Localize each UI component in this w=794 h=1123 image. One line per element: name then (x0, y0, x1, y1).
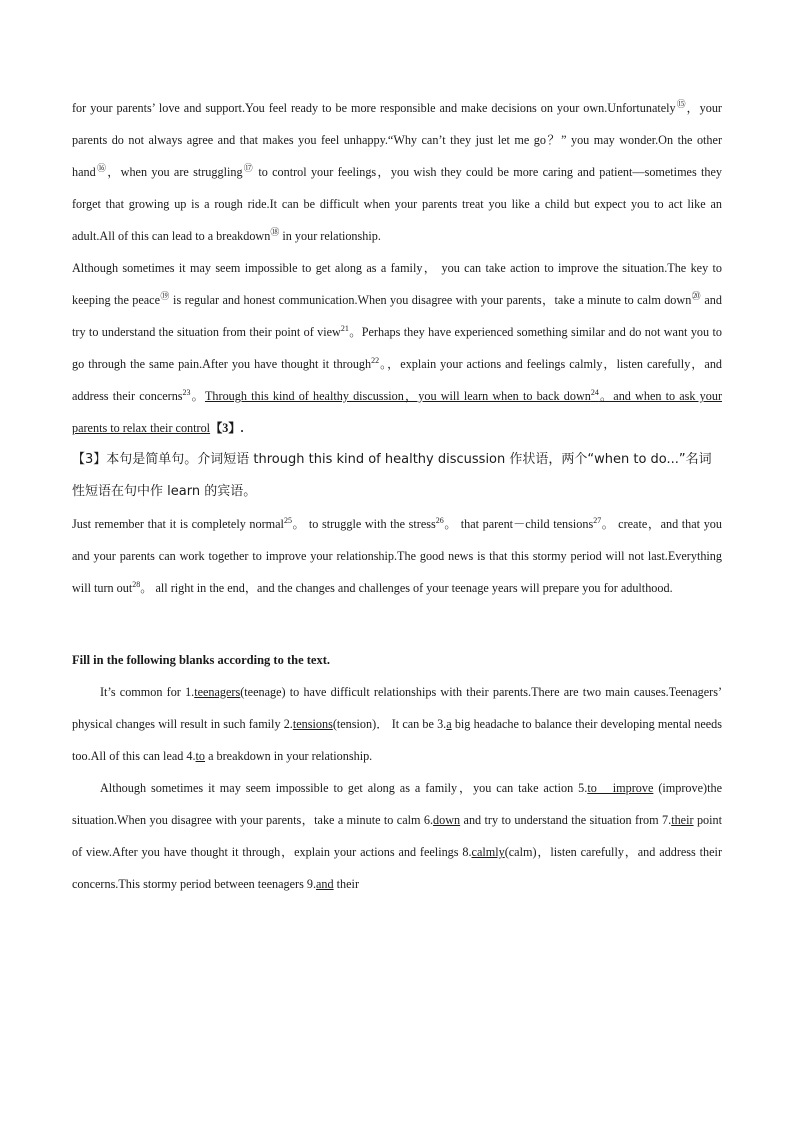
text: point of view.After you have thought it through，explain your actions and feelings 8. (72, 813, 722, 859)
text: (teenage) to have difficult relationships with their parents.There are two main causes.Teenagers’ physical changes will result in such family 2. (72, 685, 723, 731)
text: 。and when to ask your parents to relax their control (72, 389, 723, 435)
note-marker: 28 (132, 579, 141, 589)
answer-3: a (446, 717, 452, 731)
text: and try to understand the situation from their point of view (72, 293, 722, 339)
text: 。，explain your actions and feelings calmly，listen carefully，and address their concerns (72, 357, 723, 403)
text: (tension)． It can be 3. (332, 717, 447, 731)
text: ，your parents do not always agree and that makes you feel unhappy.“Why can’t they just let me go？” you may wonder.On the other hand (72, 101, 722, 179)
exercise-paragraph-1 (72, 676, 722, 772)
answer-7: their (671, 813, 694, 827)
answer-5: to improve (587, 781, 654, 795)
text: ，when you are struggling (107, 165, 243, 179)
note-marker: ⑮ (675, 98, 687, 109)
answer-8: calmly (471, 845, 505, 859)
text: Just remember that it is completely normal (72, 517, 284, 531)
text: 。 that parent－child tensions (443, 517, 594, 531)
text: 。 create，and that you and your parents can work together to improve your relationship.The good news is that this stormy period will not last.Everything will turn out (72, 517, 722, 595)
text: their (333, 877, 360, 891)
note-marker: ⑯ (95, 162, 108, 173)
answer-6: down (433, 813, 461, 827)
note-marker: 25 (283, 515, 292, 525)
answer-4: to (195, 749, 206, 763)
text: in your relationship. (279, 229, 381, 243)
text: 。Perhaps they have experienced something similar and do not want you to go through the same pain.After you have thought it through (72, 325, 722, 371)
note-marker: 21 (340, 323, 349, 333)
note-marker: 23 (182, 387, 191, 397)
text: and try to understand the situation from 7. (460, 813, 672, 827)
answer-9: and (316, 877, 334, 891)
note-marker: 26 (435, 515, 444, 525)
note-marker: 27 (593, 515, 602, 525)
text: to control your feelings，you wish they could be more caring and patient—sometimes they forget that growing up is a rough ride.It can be difficult when your parents treat you like a child but expect you to act like an adult.All of this can lead to a breakdown (72, 165, 722, 243)
answer-1: teenagers (194, 685, 241, 699)
text: 。 all right in the end，and the changes and challenges of your teenage years will prepare you for adulthood. (140, 581, 673, 595)
grammar-note: 【3】本句是简单句。介词短语 through this kind of healthy discussion 作状语，两个“when to do...”名词性短语在句中作 learn 的宾语。 (72, 452, 712, 499)
note-marker: 22 (371, 355, 380, 365)
text: 。 (190, 389, 205, 403)
note-marker: ⑲ (159, 290, 170, 301)
text: Although sometimes it may seem impossible to get along as a family， you can take action to improve the situation.The key to keeping the peace (72, 261, 722, 307)
text: (calm)，listen carefully，and address their concerns.This stormy period between teenagers 9. (72, 845, 722, 891)
text: It’s common for 1. (100, 685, 195, 699)
note-marker: ⑱ (270, 226, 280, 237)
content-area (72, 92, 722, 900)
text: Through this kind of healthy discussion，you will learn when to back down (204, 389, 591, 403)
note-marker: 24 (590, 387, 599, 397)
text: 。 to struggle with the stress (291, 517, 436, 531)
exercise-heading: Fill in the following blanks according to the text. (72, 653, 330, 667)
text: for your parents’ love and support.You feel ready to be more responsible and make decisions on your own.Unfortunately (72, 101, 676, 115)
exercise-paragraph-2 (72, 772, 722, 900)
text: a breakdown in your relationship. (205, 749, 373, 763)
text: (improve)the situation.When you disagree with your parents，take a minute to calm 6. (72, 781, 722, 827)
text: big headache to balance their developing mental needs too.All of this can lead 4. (72, 717, 722, 763)
text: Although sometimes it may seem impossible to get along as a family，you can take action 5. (100, 781, 588, 795)
passage-paragraph-3 (72, 508, 722, 604)
note-marker: ⑰ (242, 162, 255, 173)
note-marker: ⑳ (691, 290, 701, 301)
passage-paragraph-2 (72, 252, 722, 444)
answer-2: tensions (292, 717, 333, 731)
text: is regular and honest communication.When you disagree with your parents，take a minute to calm down (169, 293, 692, 307)
note-tag: 【3】. (210, 421, 244, 435)
passage-paragraph-1 (72, 92, 722, 252)
